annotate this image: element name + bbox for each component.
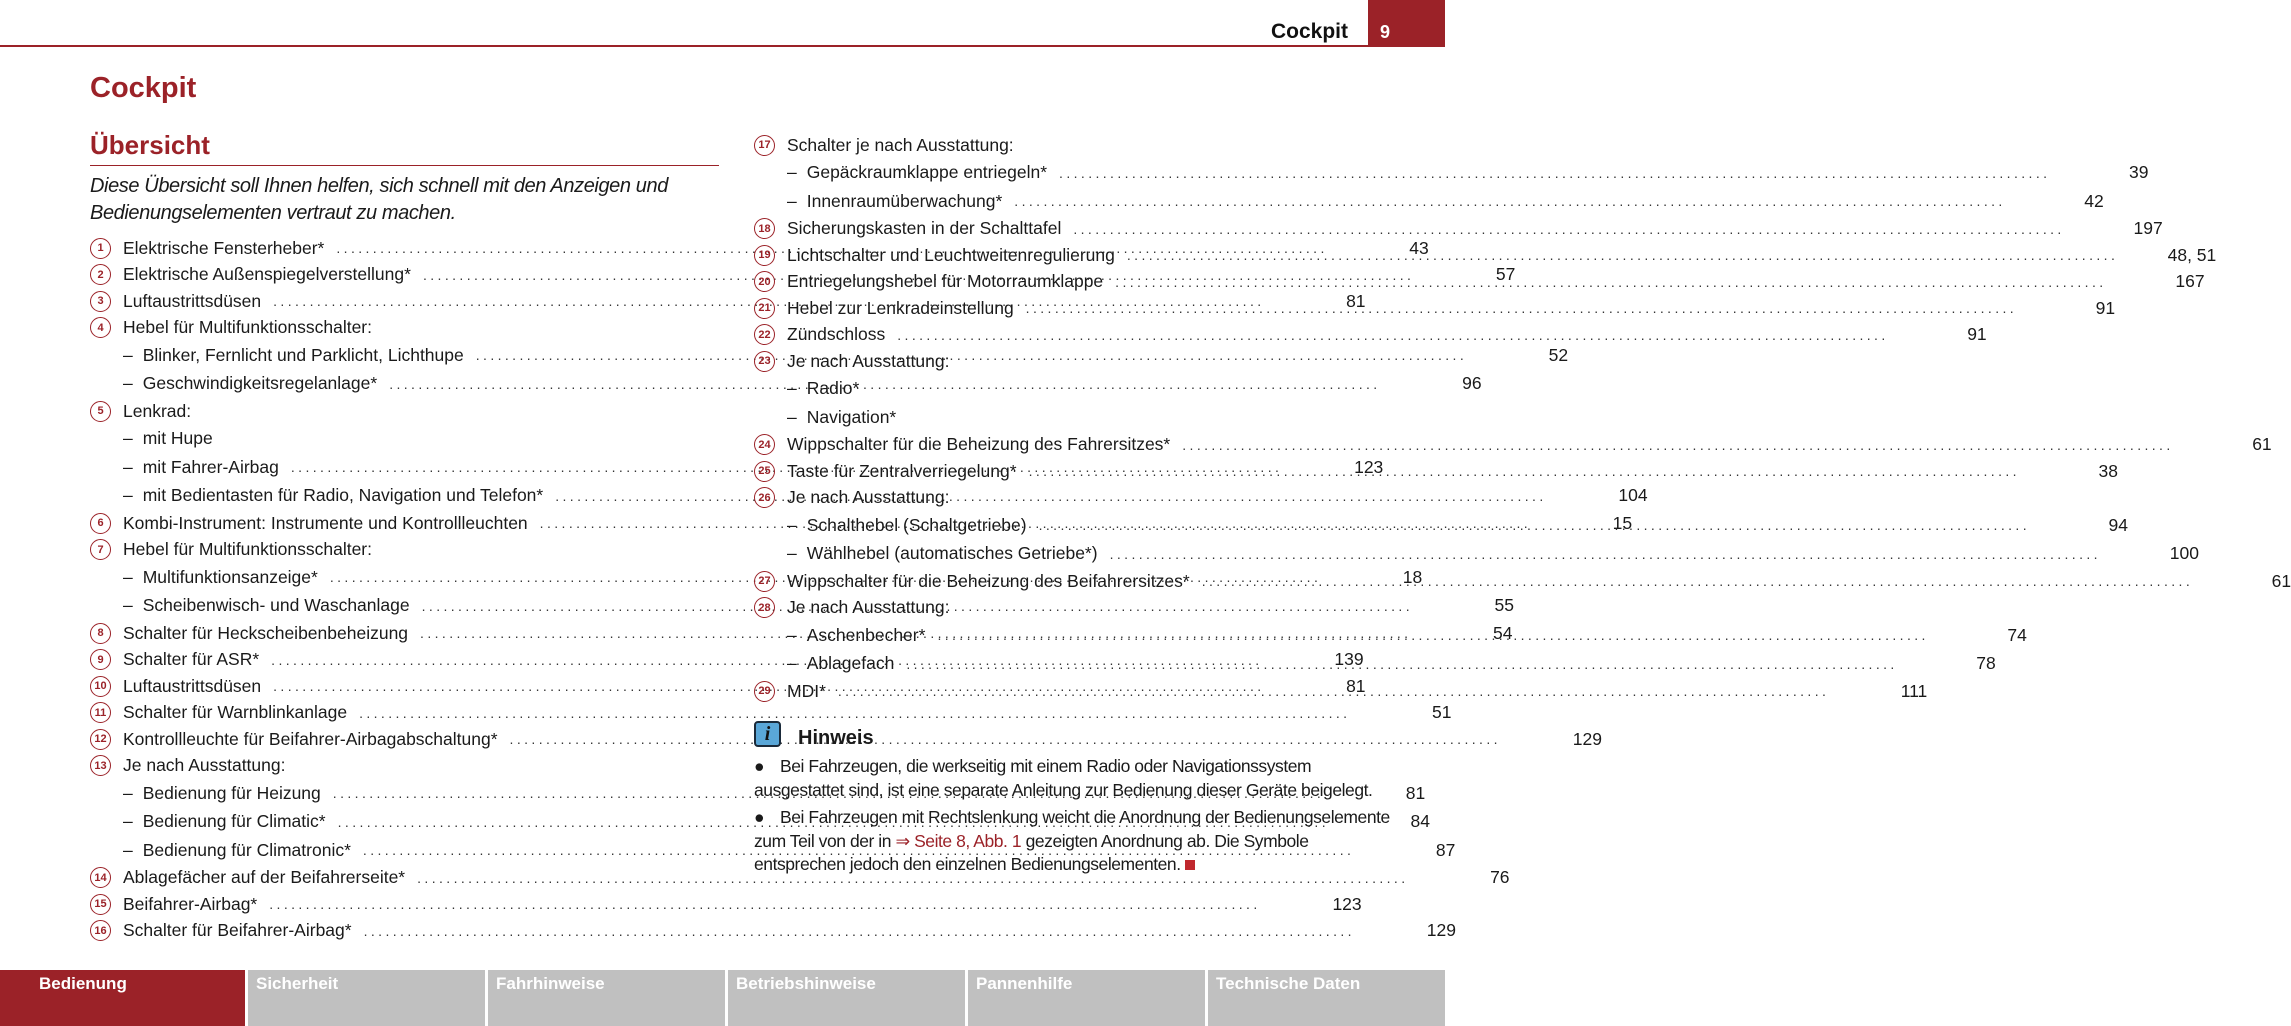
note-item: ● Bei Fahrzeugen, die werkseitig mit einem Radio oder Navigationssystem ausgestattet sind, ist eine separate Anleitung zur Bedienung dieser Geräte beigelegt. [754,756,1373,800]
entry-page: 18 [1402,566,1423,587]
item-number-badge: 7 [90,539,111,560]
dash-icon: – [787,190,797,211]
dot-leader [1127,247,2118,263]
tab-betriebshinweise[interactable]: Betriebshinweise [728,970,965,1026]
entry-page: 123 [1354,456,1384,477]
entry-page: 42 [2084,190,2104,211]
dash-icon: – [787,653,797,674]
item-number-badge: 23 [754,351,775,372]
toc-entry[interactable] [754,403,1383,432]
dash-icon: – [123,428,133,449]
entry-page: 74 [2007,624,2027,645]
tab-sicherheit[interactable]: Sicherheit [248,970,485,1026]
toc-entry[interactable] [754,295,2116,322]
entry-label: Wippschalter für die Beheizung des Beifahrersitzes* [787,570,1190,591]
toc-entry[interactable] [90,700,1452,727]
page-number: 9 [1380,22,1391,42]
entry-page: 81 [1346,290,1366,311]
item-number-badge: 22 [754,324,775,345]
dash-icon: – [123,373,133,394]
entry-label: mit Hupe [142,428,213,449]
dash-icon: – [787,162,797,183]
note-text: Bei Fahrzeugen, die werkseitig mit einem Radio oder Navigationssystem ausgestattet sind, ist eine separate Anleitung zur Bedienung dieser Geräte beigelegt. [754,756,1373,800]
item-number-badge: 18 [754,218,775,239]
dot-leader [1059,165,2050,181]
entry-label: Bedienung für Climatic* [142,811,326,832]
toc-entry[interactable] [90,865,1510,892]
toc-entry[interactable] [754,595,1383,622]
entry-label: Schalter für Beifahrer-Airbag* [123,920,352,941]
entry-page: 39 [2128,162,2149,183]
entry-page: 104 [1618,485,1648,506]
item-number-badge: 20 [754,271,775,292]
item-number-badge: 17 [754,135,775,156]
dash-icon: – [787,543,797,564]
entry-label: Schalter je nach Ausstattung: [787,134,1014,155]
section-rule [90,165,719,166]
entry-label: Je nach Ausstattung: [787,487,950,508]
entry-label: Luftaustrittsdüsen [123,675,262,696]
entry-label: mit Fahrer-Airbag [142,456,279,477]
entry-page: 38 [2098,460,2118,481]
toc-entry[interactable] [754,375,1383,404]
dot-leader [269,896,1260,912]
entry-label: MDI* [787,680,826,701]
entry-label: Zündschloss [787,324,886,345]
entry-label: Je nach Ausstattung: [787,597,950,618]
note-text: gezeigten Anordnung ab. Die Symbole entsprechen jedoch den einzelnen Bedienungselementen. [754,830,1309,874]
item-number-badge: 8 [90,623,111,644]
dash-icon: – [787,624,797,645]
entry-page: 54 [1492,622,1513,643]
entry-page: 123 [1332,893,1362,914]
entry-label: Sicherungskasten in der Schalttafel [787,218,1062,239]
entry-page: 91 [1967,324,1987,345]
dot-leader [1202,573,2193,589]
dot-leader [1039,517,2030,533]
toc-entry[interactable] [90,537,719,564]
entry-page: 129 [1572,728,1602,749]
item-number-badge: 6 [90,513,111,534]
entry-label: Bedienung für Climatronic* [142,839,351,860]
page-number-box [1368,0,1445,47]
toc-entry[interactable] [754,187,2104,216]
tab-fahrhinweise[interactable]: Fahrhinweise [488,970,725,1026]
entry-label: Bedienung für Heizung [142,782,321,803]
toc-entry[interactable] [90,425,719,454]
item-number-badge: 16 [90,920,111,941]
entry-label: Hebel zur Lenkradeinstellung [787,297,1014,318]
entry-label: Navigation* [806,406,897,427]
entry-label: mit Bedientasten für Radio, Navigation und Telefon* [142,485,544,506]
item-number-badge: 2 [90,264,111,285]
dash-icon: – [123,485,133,506]
entry-page: 81 [1346,675,1366,696]
entry-page: 15 [1612,512,1633,533]
dot-leader [906,656,1897,672]
entry-page: 96 [1462,373,1482,394]
toc-entry[interactable] [90,779,1426,808]
entry-label: Blinker, Fernlicht und Parklicht, Lichthupe [142,344,464,365]
entry-label: Elektrische Fensterheber* [123,237,325,258]
entry-label: Wählhebel (automatisches Getriebe*) [806,543,1098,564]
entry-page: 81 [1405,782,1426,803]
dash-icon: – [123,782,133,803]
toc-entry[interactable] [754,132,1383,159]
entry-label: Scheibenwisch- und Waschanlage [142,595,410,616]
entry-label: Kombi-Instrument: Instrumente und Kontrollleuchten [123,512,528,533]
entry-page: 91 [2095,297,2116,318]
entry-label: Hebel für Multifunktionsschalter: [123,539,372,560]
entry-page: 87 [1435,839,1456,860]
dash-icon: – [787,406,797,427]
entry-label: Aschenbecher* [806,624,926,645]
item-number-badge: 13 [90,755,111,776]
item-number-badge: 27 [754,571,775,592]
entry-label: Schalthebel (Schaltgetriebe) [806,514,1027,535]
entry-label: Innenraumüberwachung* [806,190,1003,211]
entry-page: 52 [1548,344,1569,365]
entry-page: 55 [1494,595,1515,616]
dash-icon: – [123,566,133,587]
dot-leader [1110,546,2101,562]
item-number-badge: 9 [90,649,111,670]
entry-page: 111 [1900,680,1928,701]
entry-page: 100 [2169,543,2199,564]
entry-label: Lenkrad: [123,400,192,421]
entry-page: 129 [1426,920,1456,941]
intro-text: Diese Übersicht soll Ihnen helfen, sich schnell mit den Anzeigen und Bedienungselementen vertraut zu machen. [90,175,668,224]
entry-page: 43 [1409,237,1429,258]
entry-page: 61 [2252,434,2272,455]
toc-entry[interactable] [754,650,1996,679]
dot-leader [359,705,1350,721]
entry-label: Schalter für Warnblinkanlage [123,702,348,723]
item-number-badge: 26 [754,487,775,508]
dash-icon: – [123,456,133,477]
dot-leader [1115,274,2106,290]
item-number-badge: 5 [90,401,111,422]
item-number-badge: 19 [754,245,775,266]
dot-leader [1182,437,2173,453]
dot-leader [838,683,1829,699]
toc-entry[interactable] [754,458,2118,485]
dash-icon: – [123,811,133,832]
tab-bedienung[interactable]: Bedienung [0,970,245,1026]
dot-leader [897,327,1888,343]
item-number-badge: 3 [90,291,111,312]
dot-leader [1073,221,2064,237]
page-reference-link[interactable]: ⇒ Seite 8, Abb. 1 [895,830,1022,851]
dash-icon: – [787,378,797,399]
entry-page: 57 [1495,264,1516,285]
item-number-badge: 29 [754,681,775,702]
entry-label: Ablagefächer auf der Beifahrerseite* [123,867,406,888]
entry-page: 51 [1432,702,1452,723]
entry-page: 197 [2133,218,2163,239]
entry-page: 78 [1976,653,1996,674]
dot-leader [1014,193,2005,209]
entry-page: 167 [2175,271,2205,292]
toc-entry[interactable] [90,918,1456,945]
entry-label: Multifunktionsanzeige* [142,566,318,587]
entry-label: Luftaustrittsdüsen [123,290,262,311]
note-text: Bei Fahrzeugen mit Rechtslenkung weicht die Anordnung der Bedienungselemente zum Teil von der in [754,807,1390,851]
running-header-title: Cockpit [1270,20,1348,43]
info-icon: i [754,721,781,747]
toc-entry[interactable] [90,398,719,425]
item-number-badge: 24 [754,434,775,455]
entry-label: Taste für Zentralverriegelung* [787,460,1017,481]
entry-page: 139 [1334,649,1364,670]
entry-label: Schalter für Heckscheibenbeheizung [123,622,409,643]
dot-leader [937,627,1928,643]
dot-leader [1029,463,2020,479]
entry-label: Beifahrer-Airbag* [123,893,258,914]
entry-label: Geschwindigkeitsregelanlage* [142,373,378,394]
chapter-tabs [0,970,1445,1026]
entry-page: 84 [1410,811,1431,832]
section-title: Übersicht [90,130,210,160]
item-number-badge: 21 [754,298,775,319]
dot-leader [510,731,1501,747]
note-item: ● Bei Fahrzeugen mit Rechtslenkung weicht die Anordnung der Bedienungselemente zum Teil von der in ⇒ Seite 8, Abb. 1 gezeigten Anordnung ab. Die Symbole entsprechen jedoch den einzelnen Bedienungselementen. [754,807,1390,874]
dot-leader [1026,300,2017,316]
entry-label: Je nach Ausstattung: [123,755,286,776]
toc-entry[interactable] [754,432,2272,459]
toc-entry[interactable] [754,322,1987,349]
header-rule [0,45,1368,47]
entry-label: Hebel für Multifunktionsschalter: [123,317,372,338]
entry-page: 76 [1490,867,1510,888]
item-number-badge: 10 [90,676,111,697]
toc-entry[interactable] [90,315,719,342]
tab-technische-daten[interactable]: Technische Daten [1208,970,1445,1026]
toc-entry[interactable] [90,891,1362,918]
entry-label: Gepäckraumklappe entriegeln* [806,162,1048,183]
notes-list [754,755,1394,881]
entry-label: Kontrollleuchte für Beifahrer-Airbagabschaltung* [123,728,498,749]
toc-entry[interactable] [90,753,719,780]
toc-entry[interactable] [754,485,1383,512]
end-marker-icon [1185,860,1195,870]
dash-icon: – [787,514,797,535]
item-number-badge: 1 [90,238,111,259]
item-number-badge: 14 [90,867,111,888]
entry-label: Radio* [806,378,860,399]
toc-entry[interactable] [754,216,2163,243]
item-number-badge: 11 [90,702,111,723]
entry-page: 61 [2271,570,2291,591]
item-number-badge: 4 [90,317,111,338]
entry-label: Schalter für ASR* [123,649,260,670]
entry-page: 48, 51 [2167,244,2217,265]
toc-entry[interactable] [754,675,1928,705]
item-number-badge: 28 [754,597,775,618]
entry-label: Ablagefach [806,653,895,674]
dot-leader [364,923,1355,939]
entry-label: Je nach Ausstattung: [787,350,950,371]
entry-label: Elektrische Außenspiegelverstellung* [123,264,411,285]
entry-label: Wippschalter für die Beheizung des Fahrersitzes* [787,434,1171,455]
item-number-badge: 25 [754,461,775,482]
dash-icon: – [123,595,133,616]
item-number-badge: 15 [90,894,111,915]
tab-pannenhilfe[interactable]: Pannenhilfe [968,970,1205,1026]
item-number-badge: 12 [90,729,111,750]
entry-page: 94 [2108,514,2128,535]
note-title: Hinweis [798,727,874,749]
toc-entry[interactable] [754,348,1383,375]
toc-entry[interactable] [754,540,2199,569]
dash-icon: – [123,839,133,860]
toc-entry[interactable] [754,159,2149,188]
page-title: Cockpit [90,72,197,104]
entry-label: Lichtschalter und Leuchtweitenregulierung [787,244,1115,265]
entry-label: Entriegelungshebel für Motorraumklappe [787,271,1104,292]
dash-icon: – [123,344,133,365]
